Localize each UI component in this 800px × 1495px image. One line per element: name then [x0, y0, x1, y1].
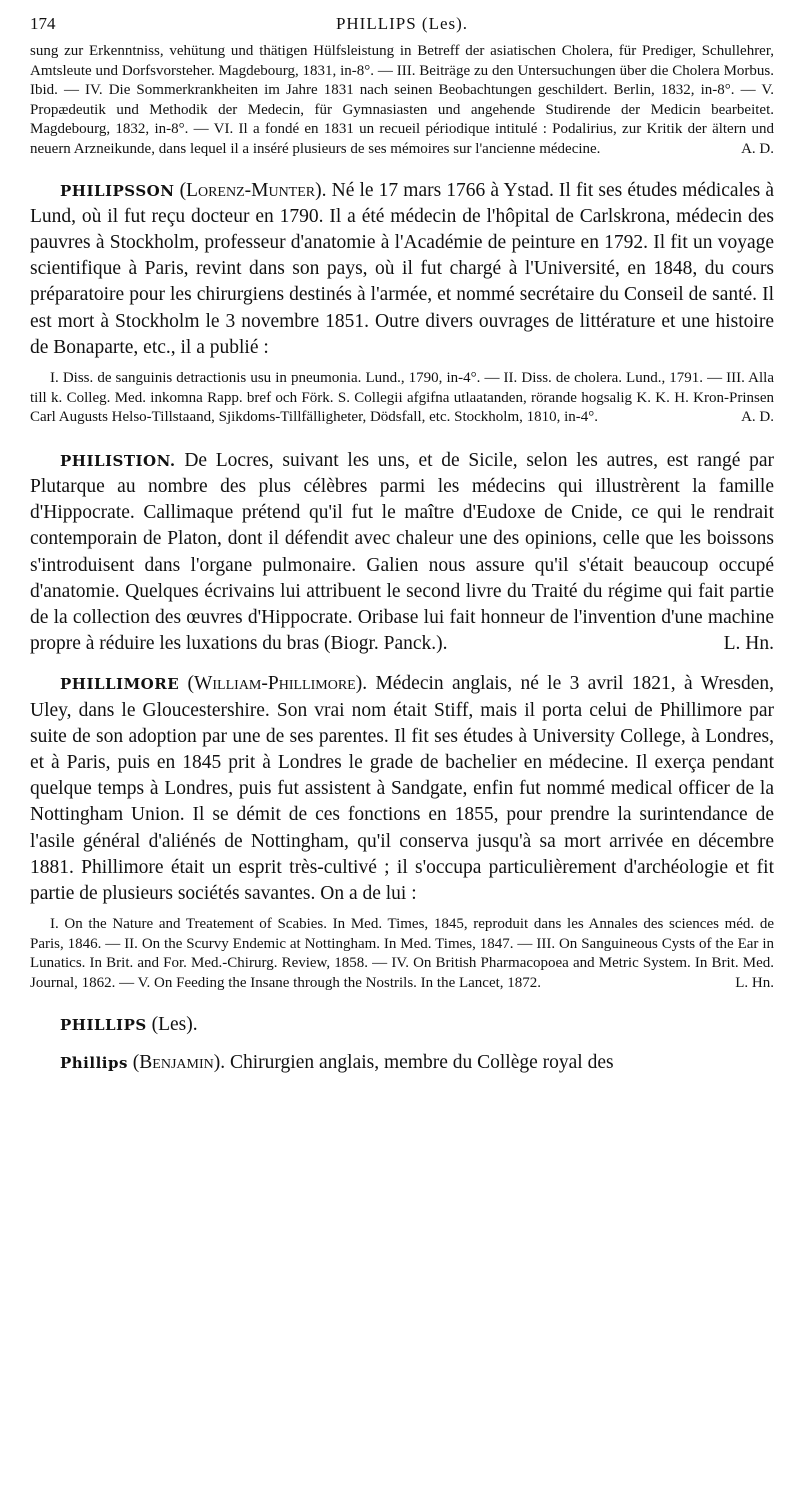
entry-headword: PHILLIMORE — [60, 675, 180, 694]
entry-references: I. Diss. de sanguinis detractionis usu in pneumonia. Lund., 1790, in-4°. — II. Diss. de cholera. Lund., 1791. — III. Alla till k. Colleg. Med. inkomna Rapp. bref och Förk. S. Collegii afgifna utlaatanden, rörande hogsalig K. K. H. Kron-Prinsen Carl Augusts Helso-Tillstaand, Sjikdoms-Tillfälligheter, Dödsfall, etc. Stockholm, 1810, in-4°. A. D. — [30, 369, 774, 428]
entry-text: De Locres, suivant les uns, et de Sicile, selon les autres, est rangé par Plutarque au nombre des plus célèbres parmi les médecins qui illustrèrent la famille d'Hippocrate. Callimaque prétend qu'il fut le maître d'Eudoxe de Cnide, ce qui le rendrait contemporain de Platon, dont il défendit avec chaleur une des opinions, celle que les boissons s'introduisent dans l'organe pulmonaire. Galien nous assure qu'il s'était beaucoup occupé d'anatomie. Quelques écrivains lui attribuent le second livre du Traité du régime qui fait partie de la collection des œuvres d'Hippocrate. Oribase lui fait honneur de l'invention d'une machine propre à réduire les luxations du bras (Biogr. Panck.). — [30, 449, 774, 655]
entry-names: (Lorenz-Munter). — [179, 179, 327, 201]
entry-philipsson — [30, 178, 774, 428]
entry-phillips-benjamin — [30, 1050, 774, 1076]
page-number: 174 — [30, 14, 56, 33]
entry-philistion — [30, 448, 774, 658]
signature: L. Hn. — [723, 633, 774, 655]
entry-headword: Phillips — [60, 1053, 128, 1072]
signature: A. D. — [741, 409, 774, 426]
section-title — [60, 1014, 774, 1036]
entry-headword: PHILIPSSON — [60, 181, 175, 200]
entry-headword: PHILISTION. — [60, 451, 176, 470]
running-title: PHILLIPS (Les). — [335, 14, 469, 33]
entry-text: Né le 17 mars 1766 à Ystad. Il fit ses études médicales à Lund, où il fut reçu docteur en 1790. Il a été médecin de l'hôpital de Carlskrona, médecin des pauvres à Stockholm, professeur d'anatomie à l'Académie de peinture en 1792. Il fit un voyage scientifique à Paris, revint dans son pays, où il fut chargé à l'Université, en 1848, du cours préparatoire pour les chirurgiens destinés à l'armée, et nommé secrétaire du Conseil de santé. Il est mort à Stockholm le 3 novembre 1851. Outre divers ouvrages de littérature et une histoire de Bonaparte, etc., il a publié : — [30, 179, 775, 358]
entry-phillimore — [30, 671, 774, 993]
dictionary-page — [30, 14, 774, 1076]
entry-text: Médecin anglais, né le 3 avril 1821, à Wresden, Uley, dans le Gloucestershire. Son vrai nom était Stiff, mais il porta celui de Phillimore par suite de son adoption par une de ses parentes. Il fit ses études à University College, à Londres, et à Paris, puis en 1845 prit à Londres le grade de bachelier en médecine. Il exerça pendant quelque temps à Londres, puis fut assistent à Sandgate, enfin fut nommé medical officer de la Nottingham Union. Il se démit de ces fonctions en 1855, pour prendre la surintendance de l'asile général d'aliénés de Nottingham, qu'il conserva jusqu'à sa mort arrivée en décembre 1881. Phillimore était un esprit très-cultivé ; il s'occupa particulièrement d'archéologie et fit partie de plusieurs sociétés savantes. On a de lui : — [30, 673, 774, 905]
continued-bibliography-text: sung zur Erkenntniss, vehütung und thätigen Hülfsleistung in Betreff der asiatischen Cholera, für Prediger, Schullehrer, Amtsleute und Dorfsvorsteher. Magdebourg, 1831, in-8°. — III. Beiträge zu den Untersuchungen über die Cholera Morbus. Ibid. — IV. Die Sommerkrankheiten im Jahre 1831 nach seinen Beobachtungen geschildert. Berlin, 1832, in-8°. — V. Propædeutik und Methodik der Medecin, für Gymnasiasten und angehende Studirende der Medicin bearbeitet. Magdebourg, 1832, in-8°. — VI. Il a fondé en 1831 un recueil périodique intitulé : Podalirius, zur Kritik der ältern und neuern Arzneikunde, dans lequel il a inséré plusieurs de ses mémoires sur l'ancienne médecine. — [30, 43, 774, 157]
entry-text: Chirurgien anglais, membre du Collège royal des — [229, 1051, 614, 1073]
section-headword: PHILLIPS — [60, 1015, 147, 1034]
page-header — [30, 14, 774, 34]
continued-bibliography — [30, 42, 774, 160]
signature: A. D. — [741, 140, 774, 157]
entry-references: I. On the Nature and Treatement of Scabies. In Med. Times, 1845, reproduit dans les Annales des sciences méd. de Paris, 1846. — II. On the Scurvy Endemic at Nottingham. In Med. Times, 1847. — III. On Sanguineous Cysts of the Ear in Lunatics. In Brit. and For. Med.-Chirurg. Review, 1858. — IV. On British Pharmacopoea and Metric System. In Brit. Med. Journal, 1862. — V. On Feeding the Insane through the Nostrils. In the Lancet, 1872. L. Hn. — [30, 915, 774, 993]
entry-names: (William-Phillimore). — [187, 673, 368, 695]
section-names: (Les). — [151, 1013, 198, 1035]
entry-names: (Benjamin). — [132, 1051, 226, 1073]
signature: L. Hn. — [735, 975, 774, 991]
